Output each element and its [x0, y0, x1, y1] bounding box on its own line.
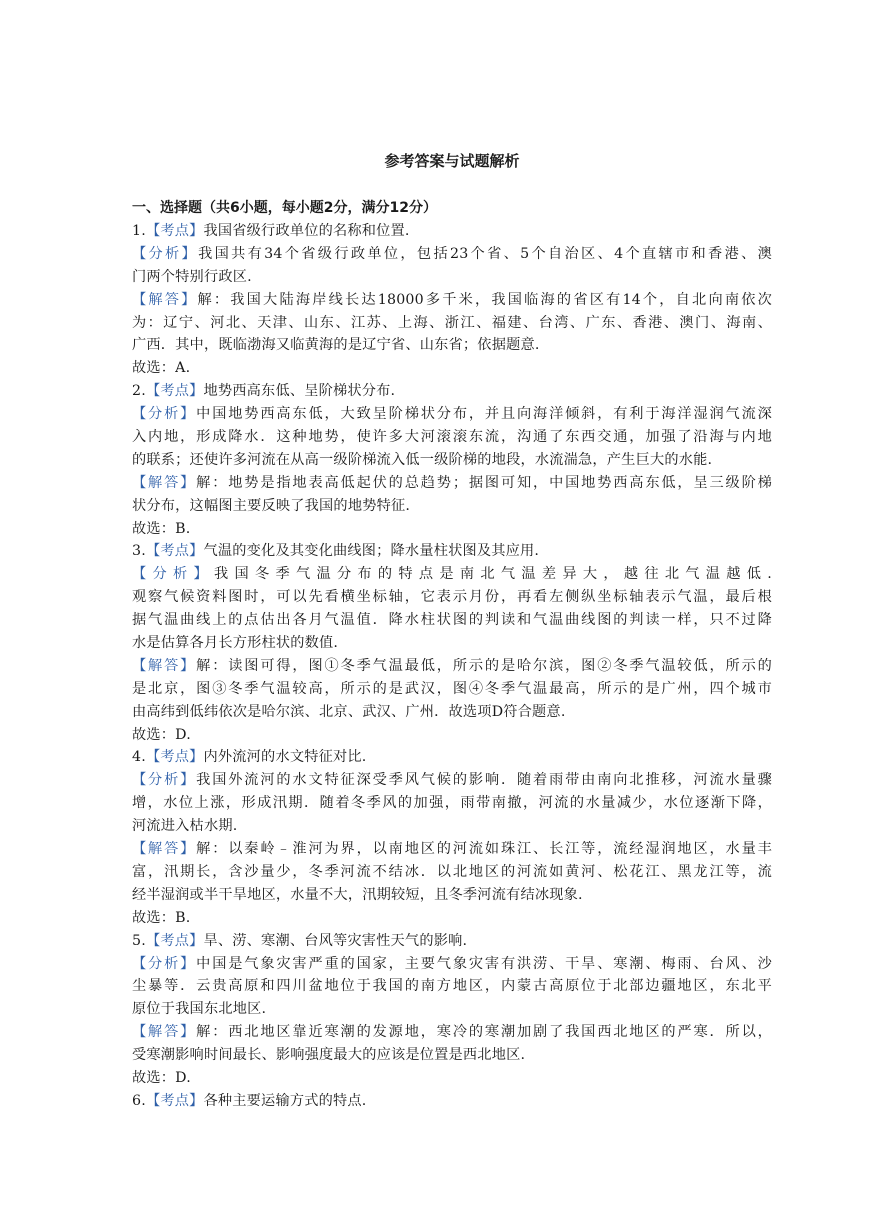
question-4-kaodian [132, 746, 772, 769]
question-number: 4. [132, 749, 146, 766]
kaodian-tag: 【考点】 [145, 223, 204, 239]
fenxi-text: 观察气候资料图时，可以先看横坐标轴，它表示月份，再看左侧纵坐标轴表示气温，最后根 [132, 589, 772, 606]
question-5-jieda-line [132, 1044, 772, 1067]
question-3-fenxi-line [132, 609, 772, 632]
question-2-fenxi-line [132, 403, 772, 426]
fenxi-text: 我国共有34个省级行政单位，包括23个省、5个自治区、4个直辖市和香港、澳 [198, 245, 772, 262]
fenxi-tag: 【分析】 [132, 566, 214, 583]
question-3-fenxi-line [132, 632, 772, 655]
question-number: 3. [132, 543, 146, 560]
question-4-jieda-line [132, 838, 772, 861]
question-5-jieda-line [132, 1021, 772, 1044]
kaodian-text: 气温的变化及其变化曲线图；降水量柱状图及其应用. [203, 543, 540, 560]
jieda-text: 由高纬到低纬依次是哈尔滨、北京、武汉、广州．故选项D符合题意. [132, 703, 566, 720]
question-1-jieda-line [132, 334, 772, 357]
answer-text: 故选：D. [132, 1069, 191, 1086]
question-5-answer [132, 1067, 772, 1090]
question-2-fenxi-line [132, 449, 772, 472]
kaodian-tag: 【考点】 [145, 383, 204, 400]
question-4-jieda-line [132, 884, 772, 907]
jieda-tag: 【解答】 [132, 841, 197, 858]
kaodian-text: 各种主要运输方式的特点. [203, 1092, 367, 1109]
question-3-fenxi-line [132, 586, 772, 609]
question-1-jieda-line [132, 289, 772, 312]
question-1-fenxi-line [132, 243, 772, 266]
fenxi-text: 水是估算各月长方形柱状的数值. [132, 635, 339, 652]
jieda-text: 是北京，图③冬季气温较高，所示的是武汉，图④冬季气温最高，所示的是广州，四个城市 [132, 680, 772, 697]
jieda-text: 富，汛期长，含沙量少，冬季河流不结冰．以北地区的河流如黄河、松花江、黑龙江等，流 [132, 863, 772, 880]
question-3-jieda-line [132, 701, 772, 724]
fenxi-text: 我国冬季气温分布的特点是南北气温差异大，越往北气温越低. [213, 566, 772, 583]
answer-text: 故选：D. [132, 726, 191, 743]
fenxi-tag: 【分析】 [132, 245, 199, 262]
question-1-answer [132, 357, 772, 380]
question-2-fenxi-line [132, 426, 772, 449]
kaodian-tag: 【考点】 [145, 749, 204, 766]
kaodian-tag: 【考点】 [145, 1092, 204, 1109]
question-4-jieda-line [132, 861, 772, 884]
question-number: 1. [132, 223, 146, 239]
fenxi-text: 中国是气象灾害严重的国家，主要气象灾害有洪涝、干旱、寒潮、梅雨、台风、沙 [196, 955, 772, 972]
question-5-fenxi-line [132, 998, 772, 1021]
fenxi-text: 门两个特别行政区. [132, 268, 252, 285]
jieda-tag: 【解答】 [132, 291, 198, 308]
question-number: 6. [132, 1092, 146, 1109]
question-1-fenxi-line [132, 266, 772, 289]
question-4-fenxi-line [132, 792, 772, 815]
answer-content [132, 220, 772, 1113]
fenxi-text: 增，水位上涨，形成汛期．随着冬季风的加强，雨带南撤，河流的水量减少，水位逐渐下降， [132, 795, 772, 812]
question-5-kaodian [132, 930, 772, 953]
fenxi-tag: 【分析】 [132, 406, 197, 423]
fenxi-text: 我国外流河的水文特征深受季风气候的影响．随着雨带由南向北推移，河流水量骤 [196, 772, 772, 789]
question-4-fenxi-line [132, 815, 772, 838]
kaodian-text: 旱、涝、寒潮、台风等灾害性天气的影响. [203, 932, 468, 949]
question-5-fenxi-line [132, 953, 772, 976]
question-number: 2. [132, 383, 146, 400]
question-2-jieda-line [132, 495, 772, 518]
kaodian-text: 内外流河的水文特征对比. [203, 749, 367, 766]
fenxi-text: 入内地，形成降水．这种地势，使许多大河滚滚东流，沟通了东西交通，加强了沿海与内地 [132, 429, 772, 446]
kaodian-text: 我国省级行政单位的名称和位置. [203, 223, 410, 239]
jieda-text: 受寒潮影响时间最长、影响强度最大的应该是位置是西北地区. [132, 1047, 526, 1064]
jieda-text: 解：我国大陆海岸线长达18000多千米，我国临海的省区有14个，自北向南依次 [197, 291, 772, 308]
question-2-answer [132, 518, 772, 541]
jieda-text: 状分布，这幅图主要反映了我国的地势特征. [132, 497, 411, 514]
question-1-jieda-line [132, 312, 772, 335]
jieda-text: 解：西北地区靠近寒潮的发源地，寒冷的寒潮加剧了我国西北地区的严寒．所以， [196, 1024, 772, 1041]
jieda-text: 为：辽宁、河北、天津、山东、江苏、上海、浙江、福建、台湾、广东、香港、澳门、海南、 [132, 314, 772, 331]
question-3-fenxi-line [132, 563, 772, 586]
fenxi-tag: 【分析】 [132, 955, 197, 972]
jieda-tag: 【解答】 [132, 474, 197, 491]
jieda-text: 经半湿润或半干旱地区，水量不大，汛期较短，且冬季河流有结冰现象. [132, 886, 583, 903]
jieda-text: 广西．其中，既临渤海又临黄海的是辽宁省、山东省；依据题意. [132, 337, 540, 354]
jieda-tag: 【解答】 [132, 1024, 197, 1041]
fenxi-text: 尘暴等．云贵高原和四川盆地位于我国的南方地区，内蒙古高原位于北部边疆地区，东北平 [132, 978, 772, 995]
answer-text: 故选：B. [132, 909, 191, 926]
jieda-tag: 【解答】 [132, 657, 197, 674]
question-number: 5. [132, 932, 146, 949]
question-2-jieda-line [132, 472, 772, 495]
kaodian-tag: 【考点】 [145, 543, 204, 560]
question-3-kaodian [132, 540, 772, 563]
question-5-fenxi-line [132, 975, 772, 998]
question-2-kaodian [132, 380, 772, 403]
kaodian-text: 地势西高东低、呈阶梯状分布. [203, 383, 396, 400]
page-title: 参考答案与试题解析 [384, 152, 520, 170]
question-4-fenxi-line [132, 769, 772, 792]
jieda-text: 解：地势是指地表高低起伏的总趋势；据图可知，中国地势西高东低，呈三级阶梯 [196, 474, 772, 491]
section-heading: 一、选择题（共6小题，每小题2分，满分12分） [132, 200, 437, 216]
question-3-jieda-line [132, 655, 772, 678]
question-3-answer [132, 724, 772, 747]
question-6-kaodian [132, 1090, 772, 1113]
jieda-text: 解：以秦岭﹣淮河为界，以南地区的河流如珠江、长江等，流经湿润地区，水量丰 [196, 841, 772, 858]
question-4-answer [132, 907, 772, 930]
kaodian-tag: 【考点】 [145, 932, 204, 949]
question-1-kaodian [132, 220, 772, 243]
fenxi-text: 原位于我国东北地区. [132, 1001, 267, 1018]
question-3-jieda-line [132, 678, 772, 701]
fenxi-tag: 【分析】 [132, 772, 197, 789]
fenxi-text: 中国地势西高东低，大致呈阶梯状分布，并且向海洋倾斜，有利于海洋湿润气流深 [196, 406, 772, 423]
answer-text: 故选：A. [132, 360, 191, 377]
jieda-text: 解：读图可得，图①冬季气温最低，所示的是哈尔滨，图②冬季气温较低，所示的 [196, 657, 772, 674]
fenxi-text: 据气温曲线上的点估出各月气温值．降水柱状图的判读和气温曲线图的判读一样，只不过降 [132, 612, 772, 629]
answer-text: 故选：B. [132, 520, 191, 537]
fenxi-text: 的联系；还使许多河流在从高一级阶梯流入低一级阶梯的地段，水流湍急，产生巨大的水能. [132, 451, 713, 468]
fenxi-text: 河流进入枯水期. [132, 818, 238, 835]
